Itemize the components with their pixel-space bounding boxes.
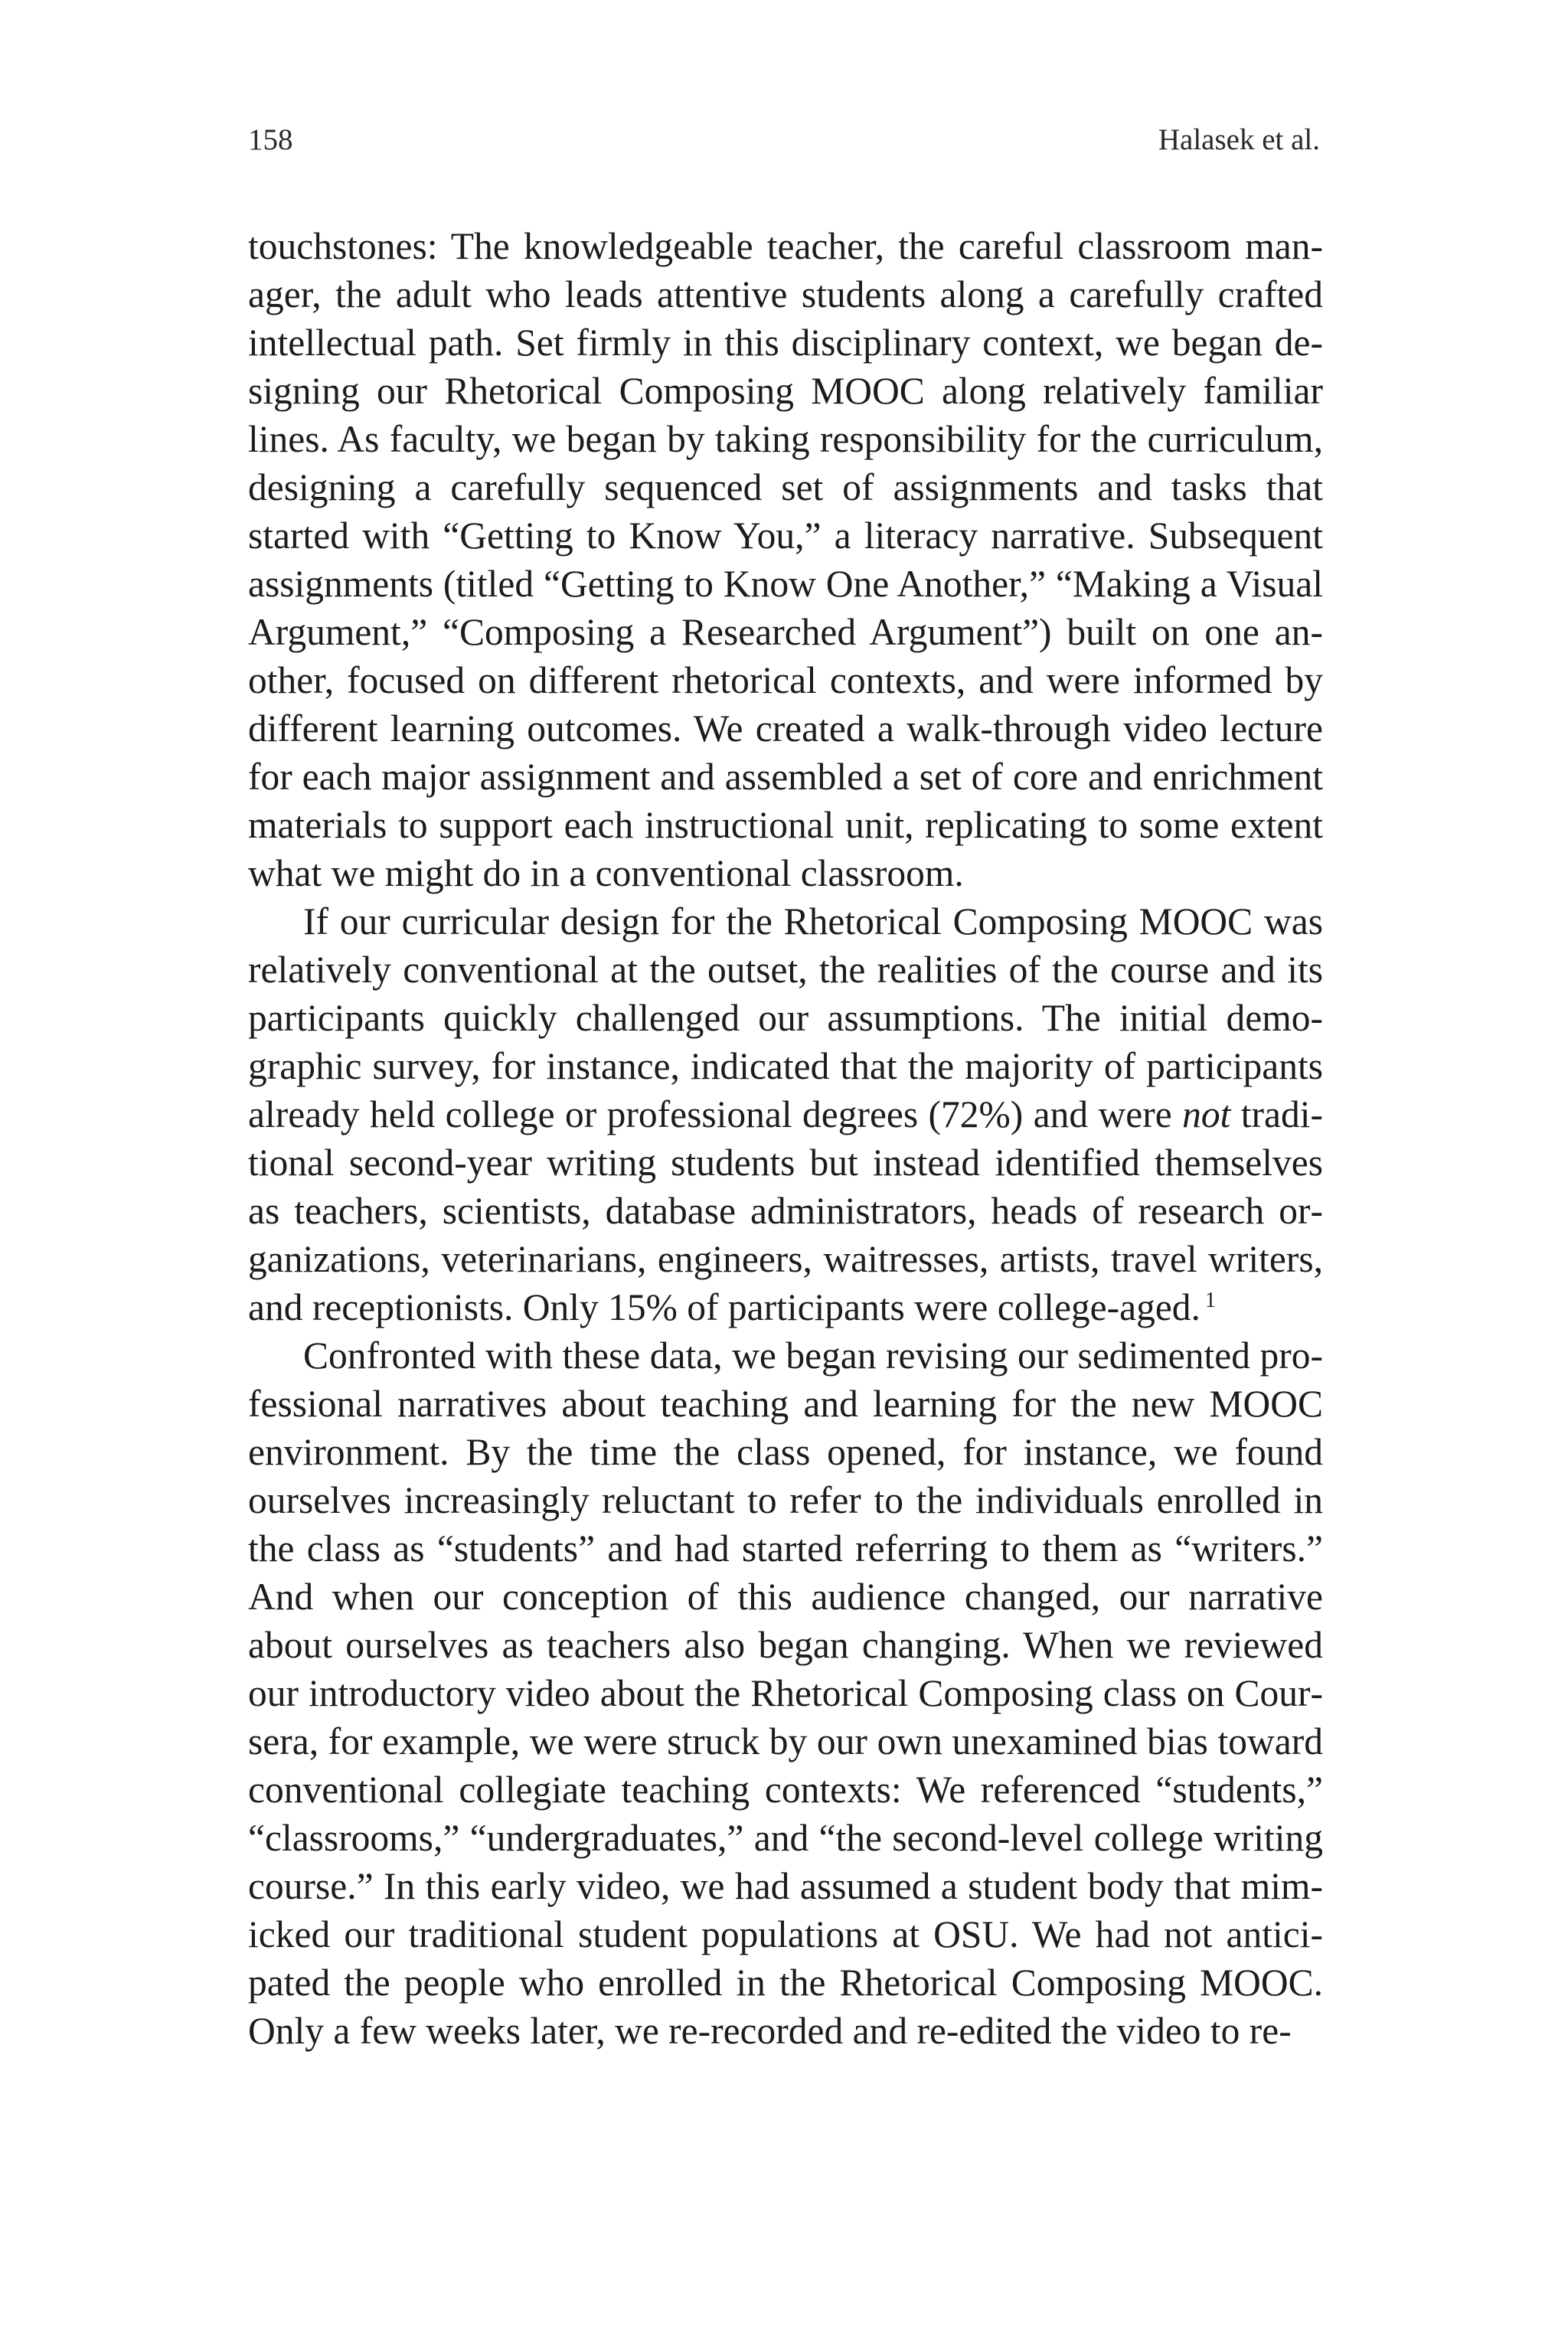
paragraph-2-text-after-emphasis: traditional second-year writing students but instead identified themselves as teachers, scientists, database administrators, heads of research organizations, veterinarians, engineers, waitresses, artists, travel writers, and receptionists. Only 15% of participants were college-aged.	[248, 1093, 1323, 1328]
paragraph-1: touchstones: The knowledgeable teacher, the careful classroom manager, the adult who leads attentive students along a carefully crafted intellectual path. Set firmly in this disciplinary context, we began designing our Rhetorical Composing MOOC along relatively familiar lines. As faculty, we began by taking responsibility for the curriculum, designing a carefully sequenced set of assignments and tasks that started with “Getting to Know You,” a literacy narrative. Subsequent assignments (titled “Getting to Know One Another,” “Making a Visual Argument,” “Composing a Researched Argument”) built on one another, focused on different rhetorical contexts, and were informed by different learning outcomes. We created a walk-through video lecture for each major assignment and assembled a set of core and enrichment materials to support each instructional unit, replicating to some extent what we might do in a conventional classroom.	[248, 225, 1323, 894]
running-title: Halasek et al.	[1158, 123, 1320, 156]
footnote-reference: 1	[1204, 1288, 1216, 1312]
page-number: 158	[248, 123, 293, 156]
paragraph-2	[248, 897, 1323, 1331]
body-text	[248, 222, 1323, 2055]
paragraph-3: Confronted with these data, we began revising our sedimented professional narratives about teaching and learning for the new MOOC environment. By the time the class opened, for instance, we found ourselves increasingly reluctant to refer to the individuals enrolled in the class as “students” and had started referring to them as “writers.” And when our conception of this audience changed, our narrative about ourselves as teachers also began changing. When we reviewed our introductory video about the Rhetorical Composing class on Coursera, for example, we were struck by our own unexamined bias toward conventional collegiate teaching contexts: We referenced “students,” “classrooms,” “undergraduates,” and “the second-level college writing course.” In this early video, we had assumed a student body that mimicked our traditional student populations at OSU. We had not anticipated the people who enrolled in the Rhetorical Composing MOOC. Only a few weeks later, we re-recorded and re-edited the video to re-	[248, 1334, 1323, 2052]
emphasis-not: not	[1182, 1093, 1231, 1135]
paragraph-2-text-before-emphasis: If our curricular design for the Rhetorical Composing MOOC was relatively conventional at the outset, the realities of the course and its participants quickly challenged our assumptions. The initial demographic survey, for instance, indicated that the majority of participants already held college or professional degrees (72%) and were	[248, 900, 1323, 1135]
running-head	[248, 122, 1320, 168]
